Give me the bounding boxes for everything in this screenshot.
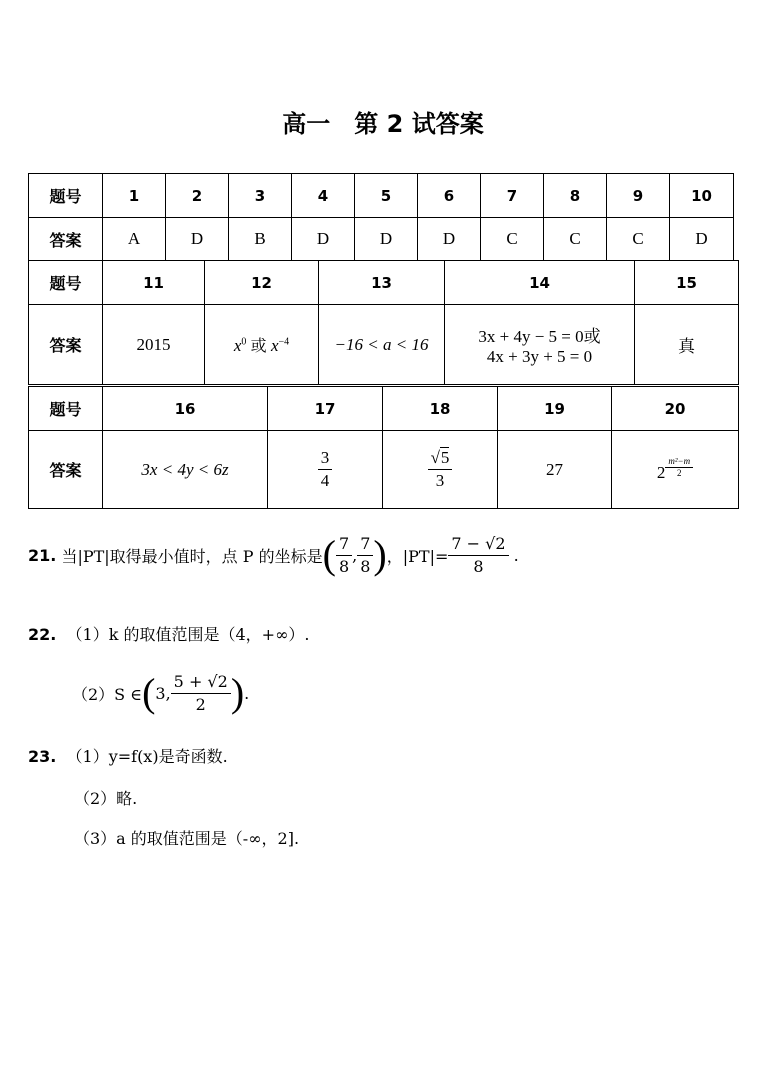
q23-part3: （3）a 的取值范围是（-∞，2].	[74, 829, 300, 848]
exp-num: m²−m	[665, 456, 693, 468]
q-num: 17	[268, 387, 383, 431]
q-num: 4	[292, 174, 355, 218]
q22-part1-text: （1）k 的取值范围是（4，+∞）.	[66, 625, 310, 644]
answer-cell: 2015	[103, 305, 205, 385]
answer-cell: C	[544, 218, 607, 261]
exp-den: 2	[677, 468, 682, 478]
answer-cell: A	[103, 218, 166, 261]
answer-table-row2	[28, 260, 739, 385]
q-num: 5	[355, 174, 418, 218]
interval-start: 3,	[155, 683, 171, 703]
frac-den: 4	[320, 471, 330, 490]
fraction	[318, 447, 333, 492]
answer-cell-18	[383, 431, 498, 509]
q-num: 8	[544, 174, 607, 218]
q-num: 14	[445, 261, 635, 305]
q-num: 6	[418, 174, 481, 218]
eq-line-1: 3x + 4y − 5 = 0或	[478, 327, 601, 346]
row-label-a: 答案	[29, 218, 103, 261]
answer-cell-20	[612, 431, 739, 509]
frac-den: 3	[435, 471, 445, 490]
q23-part1	[28, 744, 228, 767]
answer-cell: C	[607, 218, 670, 261]
answer-cell-14	[445, 305, 635, 385]
q-num: 7	[481, 174, 544, 218]
q-num: 12	[205, 261, 319, 305]
answer-cell: 27	[498, 431, 612, 509]
row-label-q: 题号	[29, 261, 103, 305]
q23-part1-text: （1）y=f(x)是奇函数.	[66, 747, 228, 766]
q21-text2: ，|PT|=	[386, 546, 449, 566]
frac-den: 8	[338, 556, 350, 576]
q-num: 9	[607, 174, 670, 218]
right-paren: )	[373, 532, 387, 577]
q-num: 20	[612, 387, 739, 431]
answer-cell: C	[481, 218, 544, 261]
left-paren: (	[322, 532, 336, 577]
sqrt-arg: 5	[440, 448, 450, 467]
row-label-q: 题号	[29, 387, 103, 431]
q-num: 16	[103, 387, 268, 431]
answer-cell: 3x < 4y < 6z	[103, 431, 268, 509]
fraction	[336, 533, 352, 578]
frac-num: 7	[336, 533, 352, 556]
frac-num: 7	[357, 533, 373, 556]
frac-num: 7 − √2	[448, 533, 508, 556]
row-label-a: 答案	[29, 431, 103, 509]
row-label-a: 答案	[29, 305, 103, 385]
frac-den: 2	[195, 694, 206, 714]
answer-table-row3	[28, 386, 739, 509]
frac-num: 5 + √2	[171, 671, 231, 694]
frac-num: 3	[318, 447, 333, 470]
q-num: 1	[103, 174, 166, 218]
right-paren: )	[230, 670, 245, 715]
answer-cell: −16 < a < 16	[319, 305, 445, 385]
q21: 21. 当|PT|取得最小值时，点 P 的坐标是 ( $\frac{7}{8}$ , $\frac{7}{8}$ ) ，|PT|= $\frac{7 - √2}{8}$ .	[28, 532, 519, 577]
q22-part2-prefix: （2）S ∈	[72, 684, 143, 704]
power-base: 2	[656, 463, 666, 482]
answer-cell-17	[268, 431, 383, 509]
exponent-fraction	[665, 456, 693, 479]
answer-cell: B	[229, 218, 292, 261]
answer-cell-12: $x^0$ 或 $x^{-4}$	[205, 305, 319, 385]
q-num: 13	[319, 261, 445, 305]
answer-cell: D	[418, 218, 481, 261]
left-paren: (	[142, 670, 156, 715]
q23-number: 23.	[28, 747, 57, 766]
q-num: 2	[166, 174, 229, 218]
or-text: 或	[250, 336, 267, 355]
q21-number: 21.	[28, 545, 57, 565]
answer-cell: D	[670, 218, 734, 261]
q22-part1	[28, 622, 309, 645]
frac-den: 8	[360, 556, 371, 576]
q-num: 3	[229, 174, 292, 218]
answer-cell: 真	[635, 305, 739, 385]
answer-cell: D	[355, 218, 418, 261]
q-num: 15	[635, 261, 739, 305]
q22-number: 22.	[28, 625, 57, 644]
q-num: 11	[103, 261, 205, 305]
eq-line-2: 4x + 3y + 5 = 0	[486, 347, 593, 366]
q23-part2: （2）略.	[74, 789, 138, 808]
answer-table	[28, 173, 734, 261]
frac-den: 8	[473, 556, 484, 576]
fraction	[428, 447, 453, 492]
row-label-q: 题号	[29, 174, 103, 218]
answer-cell: D	[166, 218, 229, 261]
page-title: 高一 第 2 试答案	[282, 110, 484, 138]
q-num: 10	[670, 174, 734, 218]
answer-cell: D	[292, 218, 355, 261]
fraction	[357, 533, 373, 578]
fraction	[448, 533, 508, 578]
q21-text: 当|PT|取得最小值时，点 P 的坐标是	[61, 546, 323, 566]
q-num: 19	[498, 387, 612, 431]
frac-num: √5	[428, 447, 453, 470]
fraction	[171, 671, 231, 716]
q-num: 18	[383, 387, 498, 431]
q22-part2: （2）S ∈ ( 3, $\frac{5 + √2}{2}$ ) .	[72, 670, 250, 715]
